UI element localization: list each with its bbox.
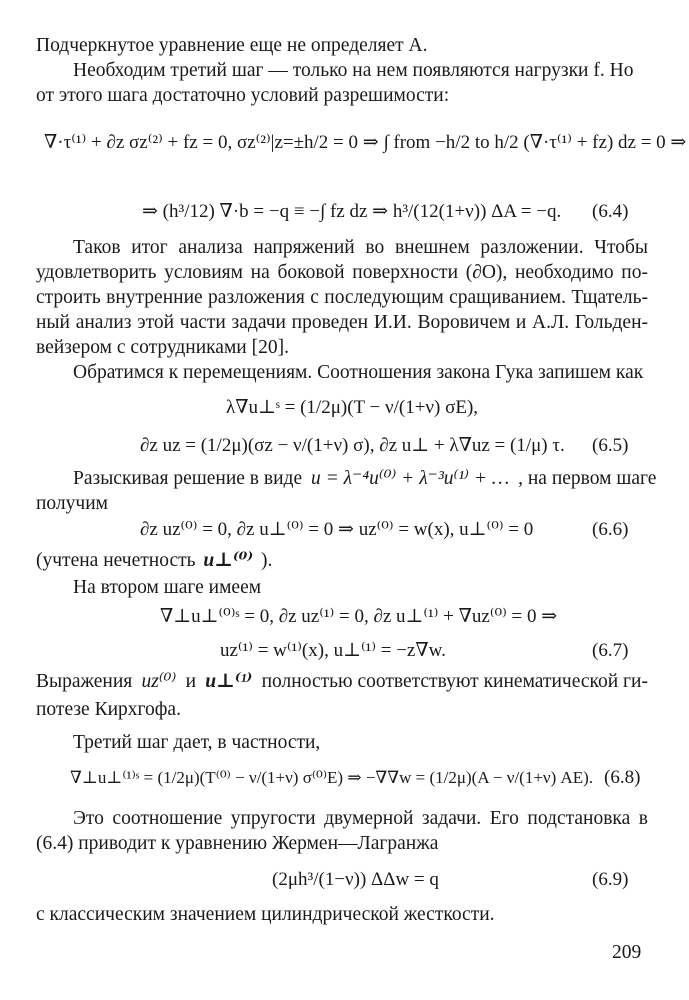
equation-hooke-1-text: λ∇u⊥ˢ = (1/2μ)(T − ν/(1+ν) σE), bbox=[226, 397, 479, 418]
text-line-14-and: и bbox=[185, 671, 196, 692]
equation-number-6-5: (6.5) bbox=[592, 435, 629, 456]
equation-6-4-text: ⇒ (h³/12) ∇·b = −q ≡ −∫ fz dz ⇒ h³/(12(1+ν)) ΔA = −q. bbox=[142, 201, 562, 222]
text-line-13: На втором шаге имеем bbox=[73, 577, 262, 598]
equation-number-6-7: (6.7) bbox=[592, 640, 629, 661]
equation-6-5 bbox=[0, 428, 689, 464]
text-line-16: Третий шаг дает, в частности, bbox=[73, 732, 321, 753]
text-line-15: потезе Кирхгофа. bbox=[36, 699, 181, 720]
equation-hooke-1 bbox=[0, 390, 689, 426]
equation-6-7b bbox=[0, 636, 689, 666]
equation-6-9-text: (2μh³/(1−ν)) ΔΔw = q bbox=[272, 869, 439, 890]
equation-6-4 bbox=[0, 192, 689, 232]
text-line-6: строить внутренние разложения с последующим сращиванием. Тщатель- bbox=[36, 287, 648, 308]
equation-6-6 bbox=[0, 514, 689, 546]
text-line-10-end: , на первом шаге bbox=[518, 468, 657, 489]
equation-6-5-text: ∂z uz = (1/2μ)(σz − ν/(1+ν) σ), ∂z u⊥ + λ∇uz = (1/μ) τ. bbox=[140, 435, 565, 456]
equation-6-8 bbox=[0, 760, 689, 796]
text-line-4: Таков итог анализа напряжений во внешнем разложении. Чтобы bbox=[73, 237, 648, 258]
equation-solvability bbox=[0, 112, 689, 176]
equation-6-8-text: ∇⊥u⊥⁽¹⁾ˢ = (1/2μ)(T⁽⁰⁾ − ν/(1+ν) σ⁽⁰⁾E) ⇒ −∇∇w = (1/2μ)(A − ν/(1+ν) AE). bbox=[70, 768, 594, 787]
equation-solvability-text: ∇·τ⁽¹⁾ + ∂z σz⁽²⁾ + fz = 0, σz⁽²⁾|z=±h/2 = 0 ⇒ ∫ from −h/2 to h/2 (∇·τ⁽¹⁾ + fz) dz = 0 ⇒ bbox=[44, 132, 687, 153]
text-line-12 bbox=[36, 549, 648, 573]
text-line-17: Это соотношение упругости двумерной задачи. Его подстановка в bbox=[73, 808, 648, 829]
text-line-9: Обратимся к перемещениям. Соотношения закона Гука запишем как bbox=[73, 362, 644, 383]
equation-number-6-6: (6.6) bbox=[592, 519, 629, 540]
equation-6-9 bbox=[0, 860, 689, 900]
text-line-12-start: (учтена нечетность bbox=[36, 550, 196, 571]
text-line-10-start: Разыскивая решение в виде bbox=[73, 468, 303, 489]
inline-uz0: uz⁽⁰⁾ bbox=[141, 671, 177, 692]
text-line-14-end: полностью соответствуют кинематической ги- bbox=[261, 671, 648, 692]
equation-6-7a-text: ∇⊥u⊥⁽⁰⁾ˢ = 0, ∂z uz⁽¹⁾ = 0, ∂z u⊥⁽¹⁾ + ∇uz⁽⁰⁾ = 0 ⇒ bbox=[160, 606, 558, 627]
text-line-19: с классическим значением цилиндрической жесткости. bbox=[36, 904, 495, 925]
inline-uperp1: u⊥⁽¹⁾ bbox=[205, 671, 253, 692]
text-line-7: ный анализ этой части задачи проведен И.И. Воровичем и А.Л. Гольден- bbox=[36, 312, 648, 333]
text-line-3: от этого шага достаточно условий разрешимости: bbox=[36, 85, 450, 106]
equation-6-7a bbox=[0, 602, 689, 632]
inline-ansatz: u = λ⁻⁴u⁽⁰⁾ + λ⁻³u⁽¹⁾ + … bbox=[310, 468, 510, 489]
inline-parity-term: u⊥⁽⁰⁾ bbox=[203, 550, 254, 571]
text-line-11: получим bbox=[36, 493, 108, 514]
text-line-18: (6.4) приводит к уравнению Жермен—Лагранжа bbox=[36, 833, 439, 854]
equation-number-6-4: (6.4) bbox=[592, 201, 629, 222]
equation-number-6-8: (6.8) bbox=[604, 767, 641, 788]
equation-number-6-9: (6.9) bbox=[592, 869, 629, 890]
equation-6-6-text: ∂z uz⁽⁰⁾ = 0, ∂z u⊥⁽⁰⁾ = 0 ⇒ uz⁽⁰⁾ = w(x), u⊥⁽⁰⁾ = 0 bbox=[140, 519, 534, 540]
text-line-1: Подчеркнутое уравнение еще не определяет A. bbox=[36, 35, 428, 56]
text-line-8: вейзером с сотрудниками [20]. bbox=[36, 337, 289, 358]
text-line-14-start: Выражения bbox=[36, 671, 133, 692]
page-number: 209 bbox=[612, 942, 642, 963]
text-line-14 bbox=[36, 670, 648, 694]
text-line-10 bbox=[73, 467, 657, 491]
text-line-5: удовлетворить условиям на боковой поверхности (∂O), необходимо по- bbox=[36, 262, 648, 283]
text-line-12-end: ). bbox=[261, 550, 273, 571]
text-line-2: Необходим третий шаг — только на нем появляются нагрузки f. Но bbox=[73, 60, 634, 81]
equation-6-7b-text: uz⁽¹⁾ = w⁽¹⁾(x), u⊥⁽¹⁾ = −z∇w. bbox=[220, 640, 446, 661]
